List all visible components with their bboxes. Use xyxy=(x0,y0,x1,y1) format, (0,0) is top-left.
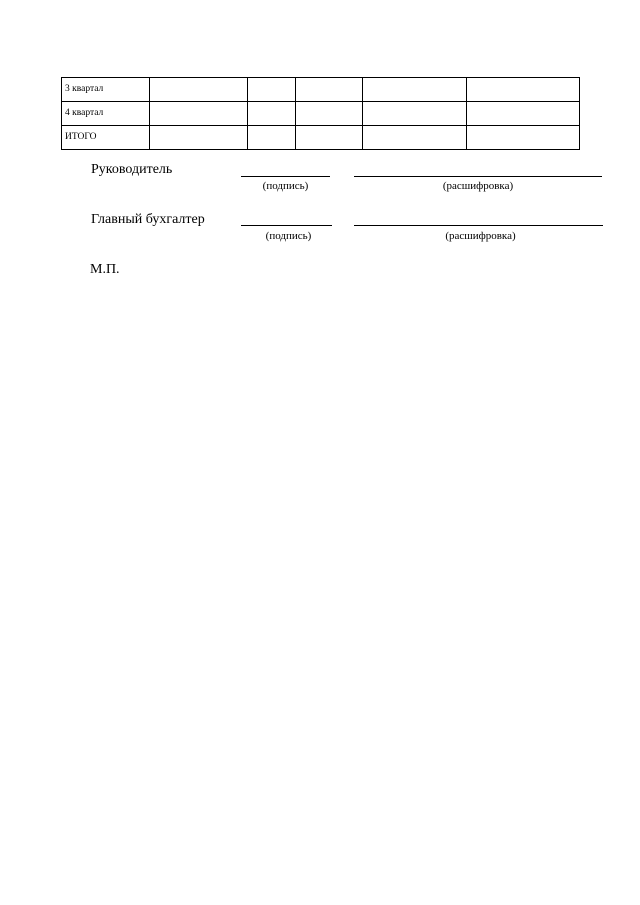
table-cell[interactable] xyxy=(467,78,580,102)
accountant-name-caption: (расшифровка) xyxy=(445,230,516,242)
table-row xyxy=(62,102,580,126)
accountant-signature-caption: (подпись) xyxy=(265,230,312,242)
table-cell[interactable] xyxy=(467,126,580,150)
table-cell[interactable] xyxy=(296,126,363,150)
row-label-q3: 3 квартал xyxy=(62,78,150,102)
stamp-placeholder: М.П. xyxy=(90,262,120,277)
table-cell[interactable] xyxy=(150,126,248,150)
table-cell[interactable] xyxy=(467,102,580,126)
table-row xyxy=(62,78,580,102)
table-cell[interactable] xyxy=(248,78,296,102)
director-signature-caption: (подпись) xyxy=(262,180,309,192)
director-name-line[interactable] xyxy=(354,176,602,177)
table-cell[interactable] xyxy=(150,78,248,102)
accountant-title: Главный бухгалтер xyxy=(91,212,205,227)
table-cell[interactable] xyxy=(363,126,467,150)
table-cell[interactable] xyxy=(296,102,363,126)
accountant-name-line[interactable] xyxy=(354,225,603,226)
director-name-caption: (расшифровка) xyxy=(442,180,514,192)
row-label-total: ИТОГО xyxy=(62,126,150,150)
table-cell[interactable] xyxy=(296,78,363,102)
row-label-q4: 4 квартал xyxy=(62,102,150,126)
director-title: Руководитель xyxy=(91,162,173,177)
table-cell[interactable] xyxy=(150,102,248,126)
table-cell[interactable] xyxy=(248,126,296,150)
table-cell[interactable] xyxy=(248,102,296,126)
accountant-signature-line[interactable] xyxy=(241,225,332,226)
table-cell[interactable] xyxy=(363,78,467,102)
director-signature-line[interactable] xyxy=(241,176,330,177)
summary-table xyxy=(61,77,580,150)
table-cell[interactable] xyxy=(363,102,467,126)
table-row xyxy=(62,126,580,150)
